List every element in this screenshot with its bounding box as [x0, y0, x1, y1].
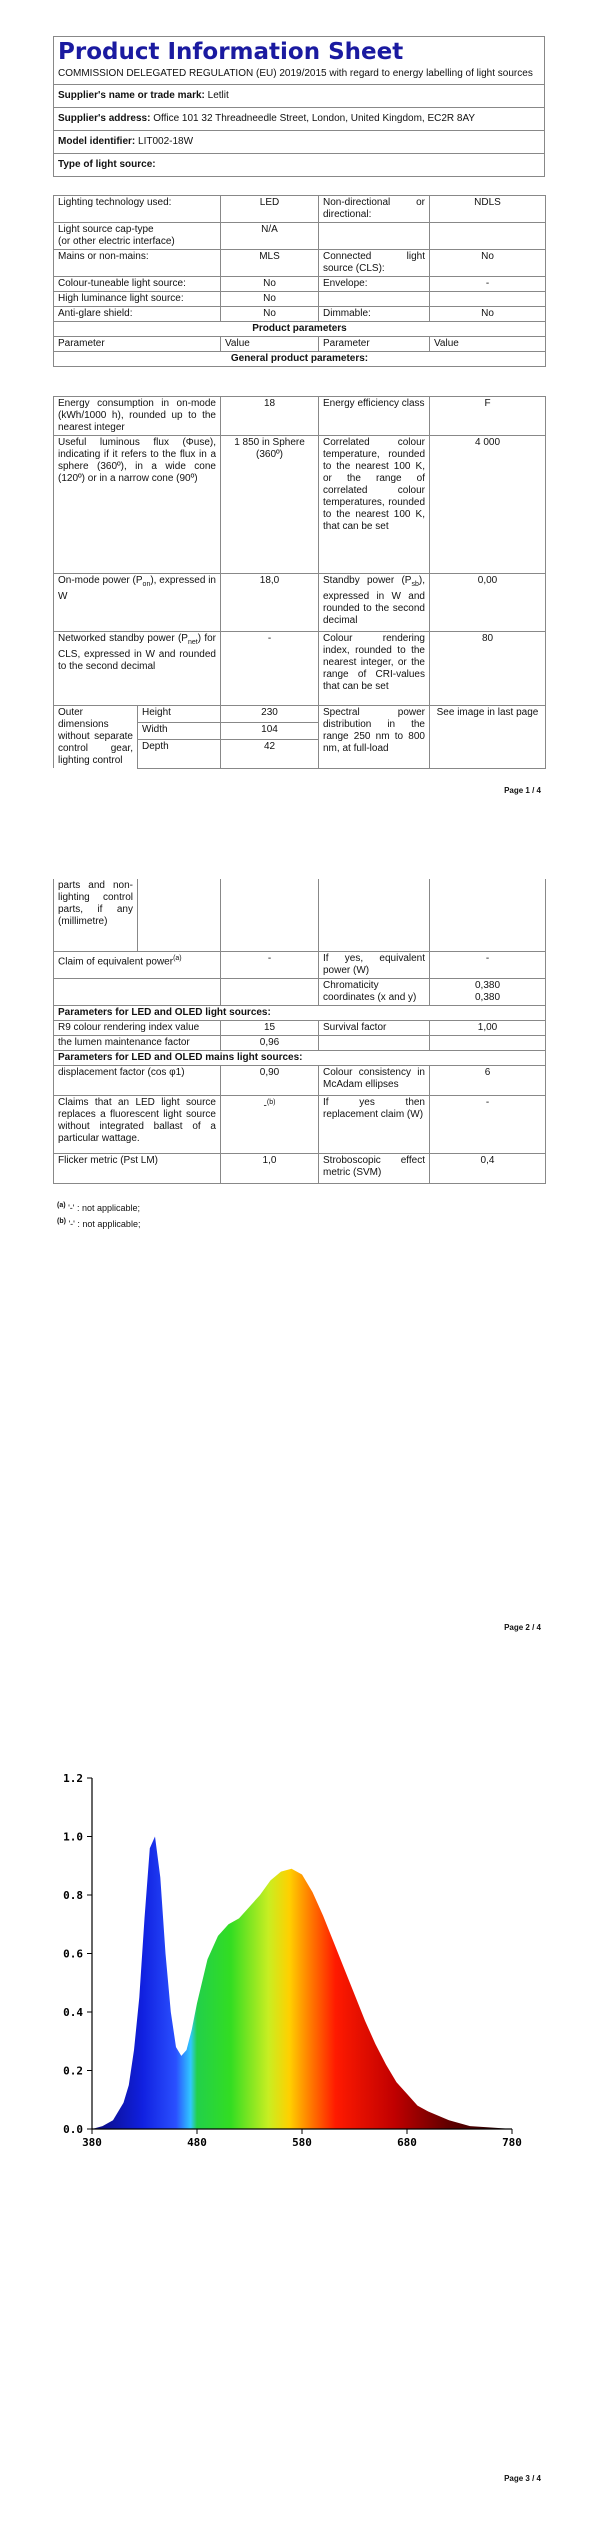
product-parameters-heading: Product parameters [54, 322, 546, 337]
table-row [54, 1050, 546, 1065]
param-value: No [221, 277, 319, 292]
param-value: - [221, 632, 319, 706]
dimension-label: Depth [138, 739, 221, 768]
param-value: 1,00 [430, 1020, 546, 1035]
param-label: Claims that an LED light source replaces a fluorescent light source without integrated ballast of a particular wattage. [54, 1095, 221, 1153]
empty-cell [221, 879, 319, 951]
table-row [54, 307, 546, 322]
table-row [54, 436, 546, 574]
regulation-text: COMMISSION DELEGATED REGULATION (EU) 2019/2015 with regard to energy labelling of light sources [58, 68, 533, 79]
empty-cell [54, 978, 221, 1005]
dimension-label: Height [138, 706, 221, 723]
light-source-type-table [53, 195, 545, 367]
table-row [54, 292, 546, 307]
y-tick-label: 0.8 [63, 1889, 83, 1902]
footnotes [57, 1199, 140, 1231]
param-value: No [430, 250, 546, 277]
param-value: 18 [221, 397, 319, 436]
param-value: 104 [221, 722, 319, 739]
param-value: 0,4 [430, 1153, 546, 1183]
param-value: MLS [221, 250, 319, 277]
param-label: If yes, equivalent power (W) [319, 951, 430, 978]
param-value: 6 [430, 1065, 546, 1095]
x-tick-label: 380 [82, 2136, 102, 2149]
table-row [54, 352, 546, 367]
param-label: Stroboscopic effect metric (SVM) [319, 1153, 430, 1183]
param-label: Flicker metric (Pst LM) [54, 1153, 221, 1183]
column-header: Parameter [54, 337, 221, 352]
empty-cell [221, 978, 319, 1005]
param-value: See image in last page [430, 706, 546, 769]
document-title: Product Information Sheet [58, 39, 404, 65]
param-label: Dimmable: [319, 307, 430, 322]
footnote-a: $^{(a)}$ '-' : not applicable; [57, 1202, 141, 1213]
table-row [54, 1020, 546, 1035]
param-label: Colour rendering index, rounded to the nearest integer, or the range of CRI-values that can be set [319, 632, 430, 706]
empty-cell [319, 879, 430, 951]
footnote-b: $^{(b)}$ '-' : not applicable; [57, 1218, 141, 1229]
param-label: displacement factor (cos φ1) [54, 1065, 221, 1095]
empty-cell [319, 1035, 430, 1050]
table-row [54, 397, 546, 436]
table-row [54, 337, 546, 352]
table-row [54, 1005, 546, 1020]
param-value: 15 [221, 1020, 319, 1035]
general-parameters-heading: General product parameters: [54, 352, 546, 367]
param-label: Light source cap-type (or other electric interface) [54, 223, 221, 250]
header-box [53, 36, 545, 177]
param-value: 18,0 [221, 574, 319, 632]
table-row [54, 951, 546, 978]
column-header: Parameter [319, 337, 430, 352]
empty-cell [138, 879, 221, 951]
y-tick-label: 0.6 [63, 1947, 83, 1961]
param-label: Envelope: [319, 277, 430, 292]
table-row [54, 1035, 546, 1050]
param-value: NDLS [430, 196, 546, 223]
param-value: 1,0 [221, 1153, 319, 1183]
x-tick-label: 480 [187, 2136, 207, 2149]
x-tick-label: 680 [397, 2136, 417, 2149]
page-number: Page 1 / 4 [504, 786, 541, 795]
param-value: No [221, 292, 319, 307]
param-label: High luminance light source: [54, 292, 221, 307]
supplier-name-label: Supplier's name or trade mark: [58, 90, 205, 101]
param-label: Energy efficiency class [319, 397, 430, 436]
param-value: - [430, 1095, 546, 1153]
y-tick-label: 0.0 [63, 2123, 83, 2136]
general-parameters-table [53, 396, 545, 769]
param-value: No [430, 307, 546, 322]
table-row [54, 196, 546, 223]
model-identifier: LIT002-18W [138, 136, 194, 147]
table-row [54, 978, 546, 1005]
param-label: Claim of equivalent power$^{(a)}$ [54, 951, 221, 978]
param-label: Networked standby power $(P_{net})$ for CLS, expressed in W and rounded to the second decimal [54, 632, 221, 706]
param-value: - [221, 951, 319, 978]
parameters-table-continued [53, 879, 545, 1184]
param-value: F [430, 397, 546, 436]
param-value: 42 [221, 739, 319, 768]
param-value: 4 000 [430, 436, 546, 574]
supplier-name-row [54, 84, 544, 107]
table-row [54, 1065, 546, 1095]
x-tick-label: 780 [502, 2136, 522, 2149]
table-row [54, 1153, 546, 1183]
param-label: On-mode power $(P_{on})$, expressed in W [54, 574, 221, 632]
param-label: Connected light source (CLS): [319, 250, 430, 277]
table-row [54, 574, 546, 632]
table-row [54, 277, 546, 292]
type-of-light-source-label: Type of light source: [54, 153, 544, 176]
y-tick-label: 1.2 [63, 1772, 83, 1785]
page-number: Page 2 / 4 [504, 1623, 541, 1632]
page-number: Page 3 / 4 [504, 2474, 541, 2483]
param-label: Survival factor [319, 1020, 430, 1035]
table-row [54, 223, 546, 250]
param-label: If yes then replacement claim (W) [319, 1095, 430, 1153]
param-label: R9 colour rendering index value [54, 1020, 221, 1035]
param-value: 0,380 0,380 [430, 978, 546, 1005]
y-tick-label: 0.2 [63, 2064, 83, 2078]
param-label: Correlated colour temperature, rounded to the nearest 100 K, or the range of correlated colour temperatures, rounded to the nearest 100 K, that can be set [319, 436, 430, 574]
param-label: Anti-glare shield: [54, 307, 221, 322]
table-row [54, 250, 546, 277]
param-label: Colour-tuneable light source: [54, 277, 221, 292]
table-row [54, 706, 546, 723]
supplier-name: Letlit [207, 90, 229, 101]
param-value: N/A [221, 223, 319, 250]
param-value: 80 [430, 632, 546, 706]
x-tick-label: 580 [292, 2136, 312, 2149]
param-label: Lighting technology used: [54, 196, 221, 223]
model-row [54, 130, 544, 153]
empty-cell [430, 879, 546, 951]
param-label: Mains or non-mains: [54, 250, 221, 277]
param-label: Spectral power distribution in the range 250 nm to 800 nm, at full-load [319, 706, 430, 769]
param-value: 0,96 [221, 1035, 319, 1050]
led-parameters-heading: Parameters for LED and OLED light sources: [54, 1005, 546, 1020]
param-label: parts and non-lighting control parts, if any (millimetre) [54, 879, 138, 951]
param-value: 1 850 in Sphere (360º) [221, 436, 319, 574]
param-label: Chromaticity coordinates (x and y) [319, 978, 430, 1005]
param-value: No [221, 307, 319, 322]
param-label: Energy consumption in on-mode (kWh/1000 h), rounded up to the nearest integer [54, 397, 221, 436]
supplier-address: Office 101 32 Threadneedle Street, London, United Kingdom, EC2R 8AY [153, 113, 476, 124]
model-label: Model identifier: [58, 136, 136, 147]
param-label: Non-directional or directional: [319, 196, 430, 223]
param-value: LED [221, 196, 319, 223]
y-tick-label: 1.0 [63, 1830, 83, 1844]
param-label: Colour consistency in McAdam ellipses [319, 1065, 430, 1095]
param-value: -$^{(b)}$ [221, 1095, 319, 1153]
param-label: Useful luminous flux (Φuse), indicating if it refers to the flux in a sphere (360º), in a wide cone (120º) or in a narrow cone (90º) [54, 436, 221, 574]
param-label [319, 223, 430, 250]
param-label [319, 292, 430, 307]
supplier-address-row [54, 107, 544, 130]
column-header: Value [430, 337, 546, 352]
column-header: Value [221, 337, 319, 352]
param-value: 0,90 [221, 1065, 319, 1095]
dimension-label: Width [138, 722, 221, 739]
spectral-power-distribution-chart [50, 1760, 550, 2160]
param-value: - [430, 951, 546, 978]
param-label: Standby power $(P_{sb})$, expressed in W and rounded to the second decimal [319, 574, 430, 632]
table-row [54, 322, 546, 337]
table-row [54, 1095, 546, 1153]
param-value: 230 [221, 706, 319, 723]
param-value [430, 292, 546, 307]
table-row [54, 632, 546, 706]
param-label: Outer dimensions without separate control gear, lighting control [54, 706, 138, 769]
param-value: 0,00 [430, 574, 546, 632]
empty-cell [430, 1035, 546, 1050]
mains-parameters-heading: Parameters for LED and OLED mains light sources: [54, 1050, 546, 1065]
param-value: - [430, 277, 546, 292]
y-tick-label: 0.4 [63, 2006, 83, 2019]
spectrum-area [92, 1837, 512, 2130]
supplier-address-label: Supplier's address: [58, 113, 151, 124]
param-label: the lumen maintenance factor [54, 1035, 221, 1050]
param-value [430, 223, 546, 250]
table-row [54, 879, 546, 951]
